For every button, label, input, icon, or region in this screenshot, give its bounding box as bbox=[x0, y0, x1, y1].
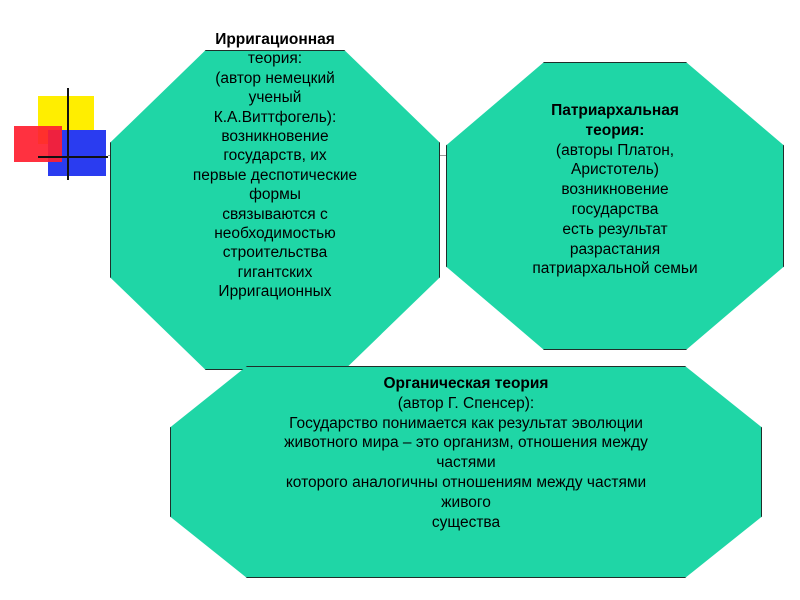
irrigation-line: строительства bbox=[222, 244, 328, 262]
irrigation-line: К.А.Виттфогель): bbox=[213, 108, 337, 126]
organic-line: которого аналогичны отношениям между частями bbox=[285, 473, 647, 491]
patriarchal-line: возникновение bbox=[561, 181, 669, 199]
organic-line: животного мира – это организм, отношения между bbox=[284, 434, 648, 452]
decorative-horizontal-line bbox=[38, 156, 108, 158]
irrigation-line: возникновение bbox=[221, 128, 329, 146]
organic-theory-title: Органическая теория bbox=[383, 375, 549, 392]
irrigation-line: ученый bbox=[248, 89, 302, 107]
irrigation-line: необходимостью bbox=[214, 225, 336, 243]
irrigation-theory-title: Ирригационная bbox=[215, 31, 335, 48]
organic-line: существа bbox=[431, 513, 501, 531]
irrigation-line: первые деспотические bbox=[192, 166, 358, 184]
irrigation-line: гигантских bbox=[237, 263, 313, 281]
irrigation-line: Ирригационных bbox=[218, 283, 332, 301]
patriarchal-line: разрастания bbox=[569, 240, 661, 258]
patriarchal-line: Аристотель) bbox=[571, 161, 659, 179]
irrigation-line: (автор немецкий bbox=[215, 69, 335, 87]
irrigation-line: государств, их bbox=[223, 147, 327, 165]
irrigation-line: теория: bbox=[247, 50, 303, 68]
patriarchal-theory-title: теория: bbox=[585, 121, 645, 139]
organic-line: живого bbox=[441, 493, 491, 511]
patriarchal-line: есть результат bbox=[562, 220, 668, 238]
patriarchal-line: (авторы Платон, bbox=[555, 141, 675, 159]
patriarchal-line: патриархальной семьи bbox=[532, 260, 698, 278]
organic-line: Государство понимается как результат эволюции bbox=[289, 414, 643, 432]
patriarchal-line: государства bbox=[571, 200, 659, 218]
irrigation-theory-text bbox=[150, 30, 400, 302]
patriarchal-theory-title: Патриархальная bbox=[551, 102, 679, 119]
organic-theory-text bbox=[196, 374, 736, 532]
organic-line: частями bbox=[436, 454, 496, 472]
patriarchal-theory-text bbox=[480, 101, 750, 279]
organic-line: (автор Г. Спенсер): bbox=[397, 394, 535, 412]
decorative-vertical-line bbox=[67, 88, 69, 180]
irrigation-line: формы bbox=[249, 186, 301, 204]
irrigation-line: связываются с bbox=[222, 205, 328, 223]
